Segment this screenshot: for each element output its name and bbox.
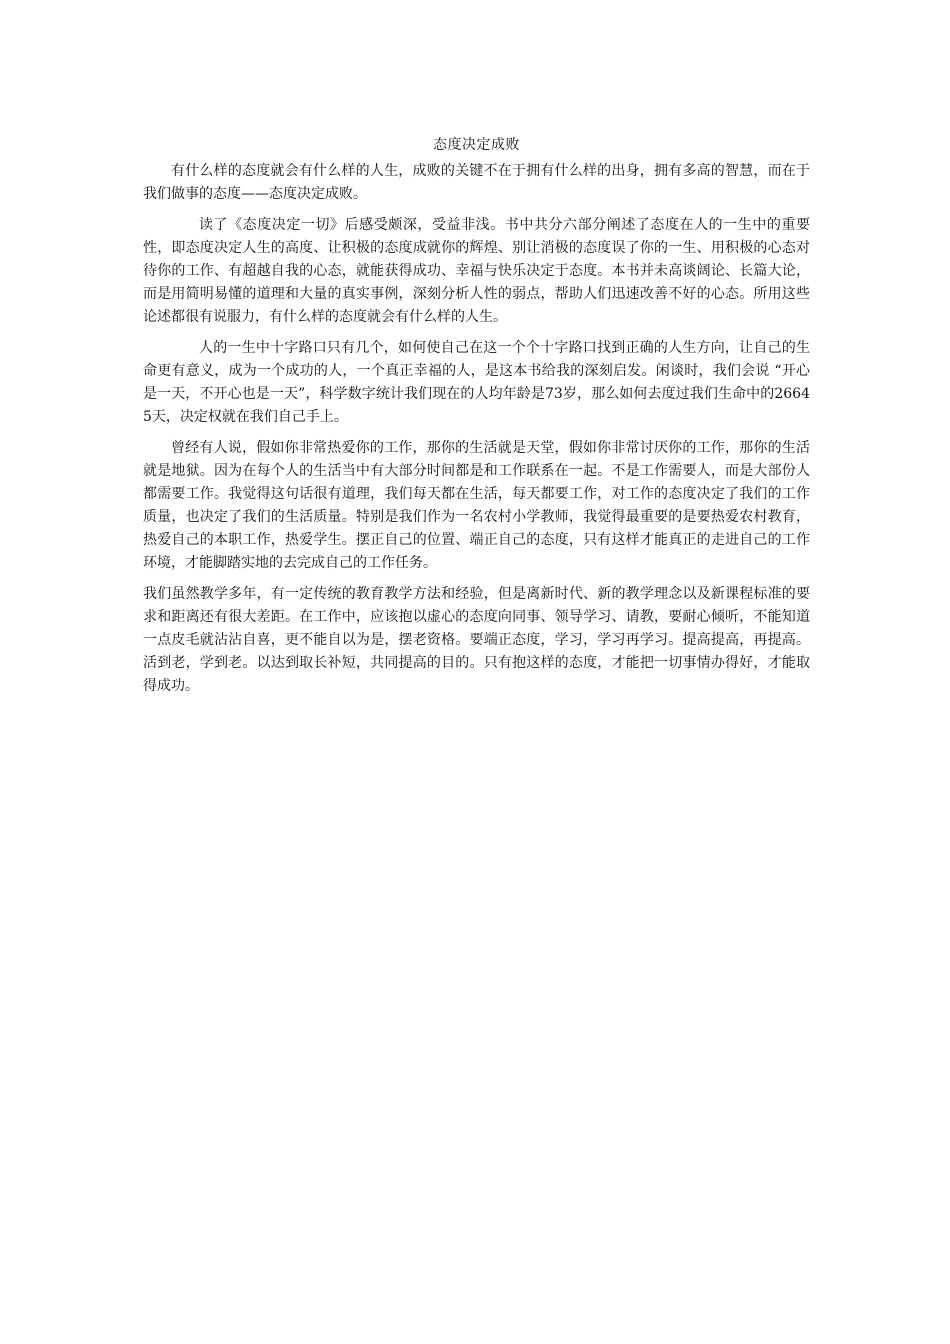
paragraph-intro: 有什么样的态度就会有什么样的人生，成败的关键不在于拥有什么样的出身，拥有多高的智慧，而在于我们做事的态度——态度决定成败。: [143, 163, 810, 202]
paragraph-learning: 我们虽然教学多年，有一定传统的教育教学方法和经验，但是离新时代、新的教学理念以及新课程标准的要求和距离还有很大差距。在工作中，应该抱以虚心的态度向同事、领导学习、请教，要耐心倾听，不能知道一点皮毛就沾沾自喜，更不能自以为是，摆老资格。要端正态度，学习，学习再学习。提高提高，再提高。活到老，学到老。以达到取长补短，共同提高的目的。只有抱这样的态度，才能把一切事情办得好，才能取得成功。: [143, 586, 810, 694]
document-title: 态度决定成败: [433, 137, 520, 153]
paragraph-book-summary: 读了《态度决定一切》后感受颇深，受益非浅。书中共分六部分阐述了态度在人的一生中的重要性，即态度决定人生的高度、让积极的态度成就你的辉煌、别让消极的态度误了你的一生、用积极的心态对待你的工作、有超越自我的心态，就能获得成功、幸福与快乐决定于态度。本书并未高谈阔论、长篇大论，而是用简明易懂的道理和大量的真实事例，深刻分析人性的弱点，帮助人们迅速改善不好的心态。所用这些论述都很有说服力，有什么样的态度就会有什么样的人生。: [143, 217, 810, 325]
paragraph-crossroads: 人的一生中十字路口只有几个，如何使自己在这一个个十字路口找到正确的人生方向，让自己的生命更有意义，成为一个成功的人，一个真正幸福的人，是这本书给我的深刻启发。闲谈时，我们会说 “开心是一天，不开心也是一天”，科学数字统计我们现在的人均年龄是73岁，那么如何去度过我们生命中的26645天，决定权就在我们自己手上。: [143, 340, 810, 425]
paragraph-work-attitude: 曾经有人说，假如你非常热爱你的工作，那你的生活就是天堂，假如你非常讨厌你的工作，那你的生活就是地狱。因为在每个人的生活当中有大部分时间都是和工作联系在一起。不是工作需要人，而是大部份人都需要工作。我觉得这句话很有道理，我们每天都在生活，每天都要工作，对工作的态度决定了我们的工作质量，也决定了我们的生活质量。特别是我们作为一名农村小学教师，我觉得最重要的是要热爱农村教育，热爱自己的本职工作，热爱学生。摆正自己的位置、端正自己的态度，只有这样才能真正的走进自己的工作环境，才能脚踏实地的去完成自己的工作任务。: [143, 440, 810, 571]
document-body: [143, 134, 810, 706]
